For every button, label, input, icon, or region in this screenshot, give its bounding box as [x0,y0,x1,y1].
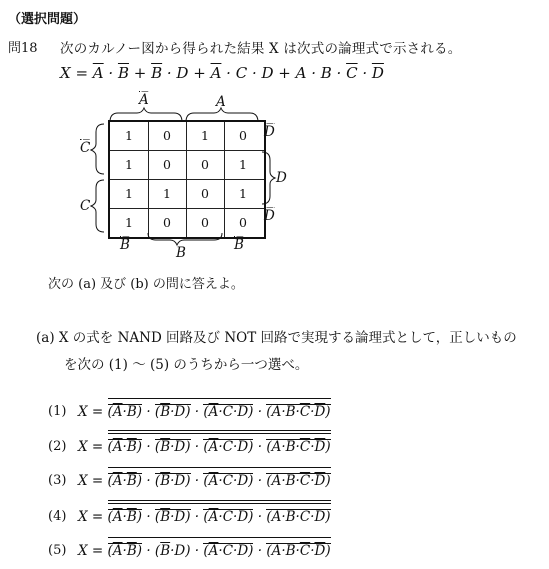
label-text: B̅ [234,237,244,253]
label-text: D̅ [264,208,275,224]
part-a-line2: を次の (1) ～ (5) のうちから一つ選べ。 [64,357,309,373]
kmap-cell: 1 [201,128,209,143]
kmap-cell: 1 [239,186,247,201]
option-prefix: X = [78,439,104,455]
option-prefix: X = [78,509,104,525]
instruction-text: 次の (a) 及び (b) の問に答えよ。 [48,277,244,292]
question-text: 次のカルノー図から得られた結果 X は次式の論理式で示される。 [60,41,462,57]
karnaugh-map [108,120,266,239]
kmap-cell: 1 [125,215,133,230]
option-5-expression: $X = (\overline{A}\cdot\overline{B}) \cdot (\overline{B}\cdot D) \cdot (\overline{A}\cdot C\cdot D) \cdot (A\cdot B\cdot\overline{C}\cdot\overline{D})$ [78,543,331,559]
option-prefix: X = [78,404,104,420]
kmap-cell: 0 [163,215,171,230]
option-prefix: X = [78,543,104,559]
kmap-cell: 1 [163,186,171,201]
kmap-label-not-d-bottom [264,208,275,224]
kmap-cell: 0 [201,157,209,172]
label-text: A̅ [139,92,149,108]
kmap-label-b: B [176,245,186,261]
label-text: D̅ [264,124,275,140]
question-number: 問18 [8,41,38,56]
kmap-label-c: C [80,198,91,214]
option-4-expression: $X = (\overline{A}\cdot\overline{B}) \cdot (\overline{B}\cdot D) \cdot (\overline{A}\cdot C\cdot D) \cdot (A\cdot B\cdot C\cdot D)$ [78,509,331,525]
main-equation: $X = \overline{A} \cdot \overline{B} + \overline{B} \cdot D + \overline{A} \cdot C \cdot D + A \cdot B \cdot \overline{C} \cdot \overline{D}$ [60,64,384,82]
option-3-number: (3) [48,473,67,488]
part-a-line1: (a) X の式を NAND 回路及び NOT 回路で実現する論理式として，正しいもの [36,330,517,346]
kmap-cell: 1 [125,186,133,201]
kmap-label-d: D [276,170,287,186]
kmap-cell: 1 [125,128,133,143]
option-3-expression: $X = (\overline{A}\cdot\overline{B}) \cdot (\overline{B}\cdot D) \cdot (\overline{A}\cdot C\cdot D) \cdot (A\cdot B\cdot\overline{C}\cdot\overline{D})$ [78,473,331,489]
option-2-expression: $X = (\overline{A}\cdot\overline{B}) \cdot (\overline{B}\cdot D) \cdot (\overline{A}\cdot C\cdot D) \cdot (A\cdot B\cdot\overline{C}\cdot\overline{D})$ [78,439,331,455]
kmap-label-not-c [80,140,90,156]
option-2-number: (2) [48,439,67,454]
kmap-cell: 0 [239,215,247,230]
kmap-cell: 1 [125,157,133,172]
section-title: （選択問題） [8,12,87,27]
kmap-label-not-b-left [120,237,130,253]
kmap-cell: 0 [163,128,171,143]
kmap-label-a: A [216,94,226,110]
kmap-label-not-d-top [264,124,275,140]
label-text: C̅ [80,140,91,156]
option-5-number: (5) [48,543,67,558]
kmap-label-not-a [139,92,149,108]
option-4-number: (4) [48,509,67,524]
kmap-cell: 0 [239,128,247,143]
option-1-number: (1) [48,404,67,419]
kmap-cell: 1 [239,157,247,172]
kmap-label-not-b-right [234,237,244,253]
kmap-cell: 0 [201,215,209,230]
kmap-cell: 0 [201,186,209,201]
option-prefix: X = [78,473,104,489]
option-1-expression: $X = (\overline{A}\cdot B) \cdot (\overline{B}\cdot D) \cdot (\overline{A}\cdot C\cdot D) \cdot (A\cdot B\cdot\overline{C}\cdot\overline{D})$ [78,404,331,420]
kmap-cell: 0 [163,157,171,172]
label-text: B̅ [120,237,130,253]
